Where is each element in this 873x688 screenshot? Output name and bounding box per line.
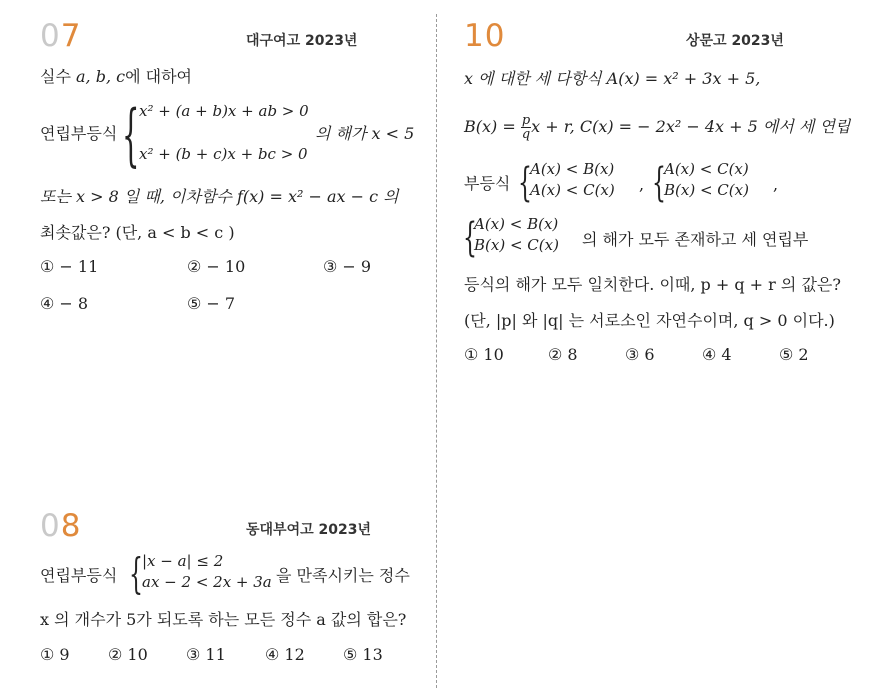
system-row: x² + (a + b)x + ab > 0 — [139, 102, 309, 120]
inequality-result: 의 해가 x < 5 — [315, 124, 415, 143]
brace-symbol: { — [518, 160, 532, 206]
question-text-line: 또는 x > 8 일 때, 이차함수 f(x) = x² − ax − c 의 — [40, 187, 399, 206]
answer-choice[interactable]: ③ 11 — [186, 645, 226, 664]
question-text-line: x 에 대한 세 다항식 A(x) = x² + 3x + 5, — [464, 69, 761, 88]
answer-choice[interactable]: ① − 11 — [40, 257, 99, 276]
question-number-digit: 7 — [60, 18, 82, 54]
question-text-line — [464, 114, 850, 141]
question-number-digit: 0 — [40, 18, 61, 54]
question-text-line: 등식의 해가 모두 일치한다. 이때, p + q + r 의 값은? — [464, 275, 841, 294]
text-segment: x + r, C(x) = − 2x² − 4x + 5 에서 세 연립 — [531, 117, 851, 136]
text-segment: B(x) = — [464, 117, 521, 136]
system-row: A(x) < C(x) — [530, 181, 615, 199]
answer-choice[interactable]: ① 10 — [464, 345, 504, 364]
question-text-line: 의 해가 모두 존재하고 세 연립부 — [582, 230, 809, 249]
comma: , — [773, 175, 779, 194]
question-source: 대구여고 2023년 — [246, 33, 358, 49]
answer-choice[interactable]: ① 9 — [40, 645, 70, 664]
inequality-label: 연립부등식 — [40, 124, 118, 143]
answer-choice[interactable]: ⑤ 2 — [779, 345, 809, 364]
answer-choice[interactable]: ③ − 9 — [323, 257, 372, 276]
answer-choice[interactable]: ④ 12 — [265, 645, 305, 664]
inequality-label: 부등식 — [464, 174, 511, 193]
answer-choice[interactable]: ④ − 8 — [40, 294, 89, 313]
system-row: ax − 2 < 2x + 3a — [142, 573, 272, 591]
answer-choice[interactable]: ③ 6 — [625, 345, 655, 364]
question-text-line — [40, 64, 192, 87]
answer-choice[interactable]: ② 8 — [548, 345, 578, 364]
inequality-label: 연립부등식 — [40, 566, 118, 585]
text-segment: 실수 — [40, 67, 76, 86]
fraction — [521, 114, 531, 141]
answer-choice[interactable]: ② − 10 — [187, 257, 246, 276]
question-number-digit: 0 — [40, 508, 61, 544]
question-number: 10 — [464, 18, 506, 54]
comma: , — [639, 175, 645, 194]
question-text-line: x 의 개수가 5가 되도록 하는 모든 정수 a 값의 합은? — [40, 610, 407, 629]
brace-symbol: { — [463, 215, 477, 261]
text-segment: 에 대하여 — [125, 67, 193, 86]
math-expression: a, b, c — [76, 67, 126, 86]
answer-choice[interactable]: ⑤ − 7 — [187, 294, 236, 313]
question-number — [40, 508, 81, 544]
system-row: |x − a| ≤ 2 — [142, 552, 224, 570]
question-source: 상문고 2023년 — [686, 33, 784, 49]
brace-symbol: { — [122, 96, 140, 175]
question-number — [40, 18, 81, 54]
system-row: x² + (b + c)x + bc > 0 — [139, 145, 308, 163]
question-source: 동대부여고 2023년 — [246, 522, 371, 538]
system-row: B(x) < C(x) — [474, 236, 559, 254]
answer-choice[interactable]: ④ 4 — [702, 345, 732, 364]
question-text-line: (단, |p| 와 |q| 는 서로소인 자연수이며, q > 0 이다.) — [464, 311, 835, 330]
answer-choice[interactable]: ② 10 — [108, 645, 148, 664]
brace-symbol: { — [129, 550, 143, 599]
fraction-denominator: q — [521, 127, 531, 142]
question-number-digit: 8 — [60, 508, 82, 544]
answer-choice[interactable]: ⑤ 13 — [343, 645, 383, 664]
question-text-line: 을 만족시키는 정수 — [276, 566, 410, 585]
brace-symbol: { — [652, 160, 666, 206]
system-row: B(x) < C(x) — [664, 181, 749, 199]
column-divider — [436, 14, 437, 688]
fraction-numerator: p — [521, 113, 531, 128]
question-text-line: 최솟값은? (단, a < b < c ) — [40, 223, 235, 242]
system-row: A(x) < C(x) — [664, 160, 749, 178]
system-row: A(x) < B(x) — [530, 160, 615, 178]
system-row: A(x) < B(x) — [474, 215, 559, 233]
